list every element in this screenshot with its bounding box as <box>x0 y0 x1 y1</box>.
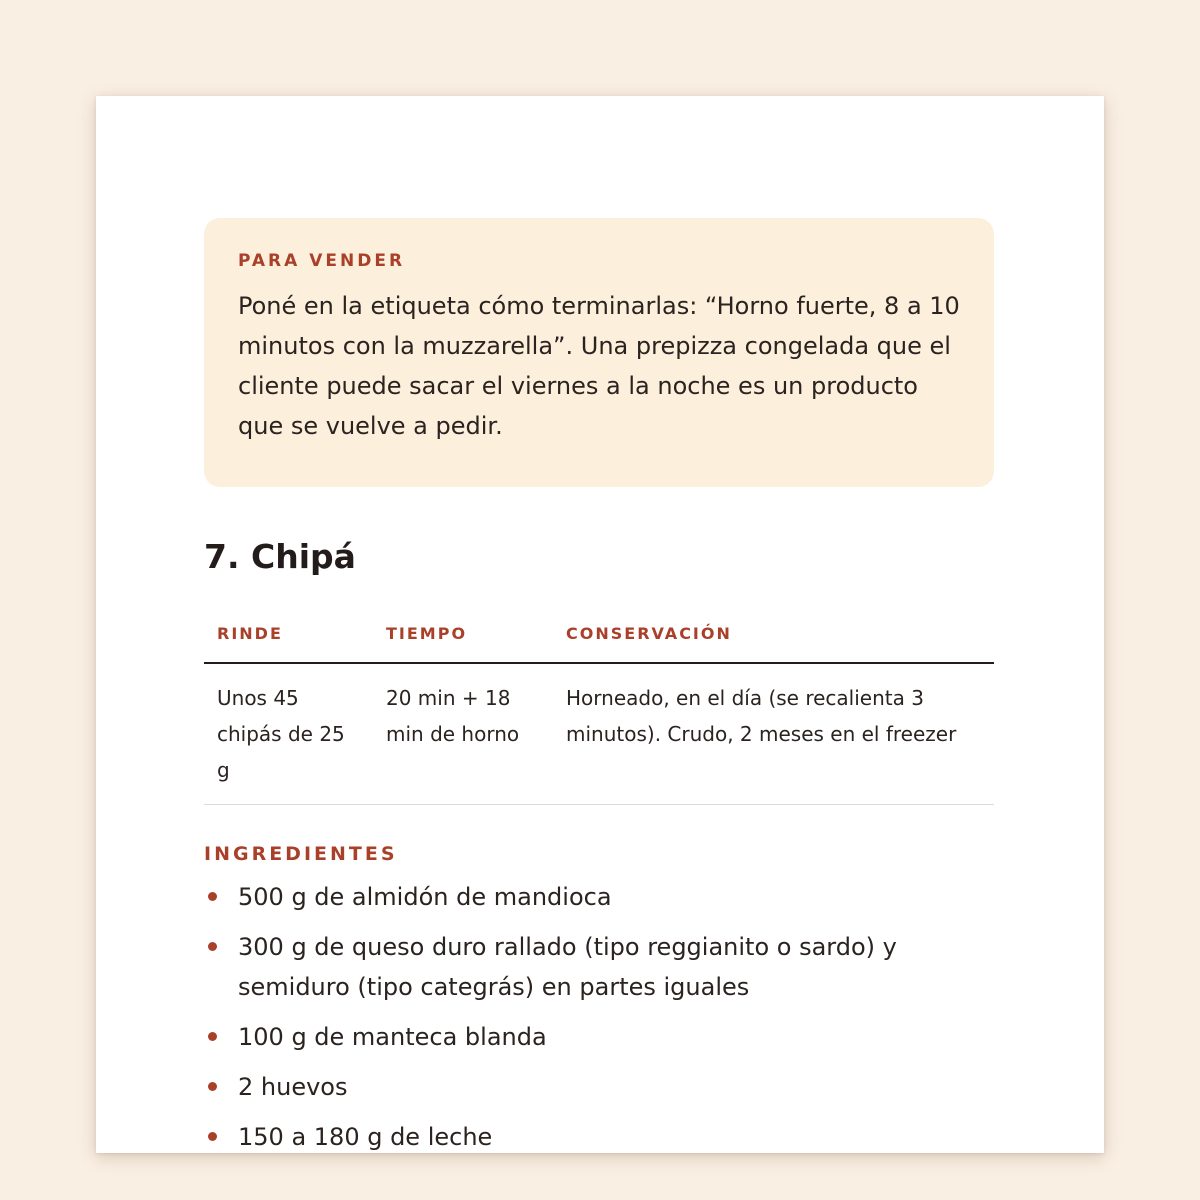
bullet-icon <box>208 892 217 901</box>
header-time: TIEMPO <box>373 611 553 663</box>
header-yield: RINDE <box>204 611 373 663</box>
callout-label: PARA VENDER <box>238 251 406 271</box>
list-item <box>204 1117 994 1153</box>
ingredients-heading: INGREDIENTES <box>204 843 398 865</box>
list-item <box>204 877 994 917</box>
bullet-icon <box>208 942 217 951</box>
recipe-info-table <box>204 611 994 805</box>
cell-yield: Unos 45 chipás de 25 g <box>204 663 373 805</box>
ingredient-text: 100 g de manteca blanda <box>238 1023 547 1051</box>
document-page <box>96 96 1104 1153</box>
selling-tip-callout <box>204 218 994 487</box>
ingredient-list <box>204 877 994 1153</box>
callout-text: Poné en la etiqueta cómo terminarlas: “Horno fuerte, 8 a 10 minutos con la muzzarella”. Una prepizza congelada que el cliente puede sacar el viernes a la noche es un producto que se vuelve a pedir. <box>238 292 960 440</box>
list-item <box>204 1017 994 1057</box>
header-storage: CONSERVACIÓN <box>553 611 994 663</box>
cell-time: 20 min + 18 min de horno <box>373 663 553 805</box>
ingredient-text: 2 huevos <box>238 1073 348 1101</box>
ingredient-text: 300 g de queso duro rallado (tipo reggianito o sardo) y semiduro (tipo categrás) en partes iguales <box>238 933 897 1001</box>
cell-storage: Horneado, en el día (se recalienta 3 minutos). Crudo, 2 meses en el freezer <box>553 663 994 805</box>
bullet-icon <box>208 1132 217 1141</box>
page-content <box>204 218 994 1153</box>
table-row <box>204 663 994 805</box>
ingredient-text: 500 g de almidón de mandioca <box>238 883 612 911</box>
recipe-title: 7. Chipá <box>204 537 356 576</box>
list-item <box>204 927 994 1007</box>
table-header-row <box>204 611 994 663</box>
bullet-icon <box>208 1082 217 1091</box>
list-item <box>204 1067 994 1107</box>
ingredient-text: 150 a 180 g de leche <box>238 1123 493 1151</box>
bullet-icon <box>208 1032 217 1041</box>
